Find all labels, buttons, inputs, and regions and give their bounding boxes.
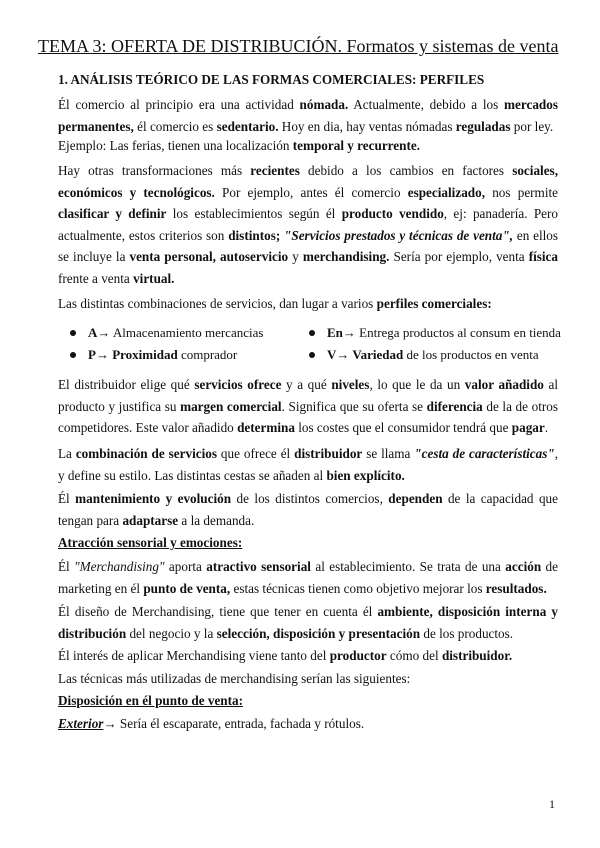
paragraph-3: Hay otras transformaciones más recientes debido a los cambios en factores sociales, económicos y tecnológicos. Por ejemplo, antes él comercio especializado, nos permite clasificar y definir los establecimientos según él producto vendido, ej: panadería. Pero actualmente, estos criterios son distintos; "Servicios prestados y técnicas de venta", en ellos se incluye la venta personal, autoservicio y merchandising. Sería por ejemplo, venta física frente a venta virtual. bbox=[58, 163, 559, 286]
paragraph-11: Las técnicas más utilizadas de merchandising serían las siguientes: bbox=[58, 671, 411, 686]
bullet-item: A→ Almacenamiento mercancias bbox=[70, 325, 263, 341]
subheading-disposicion: Disposición en él punto de venta: bbox=[58, 693, 244, 708]
bullet-item: V→ Variedad de los productos en venta bbox=[309, 347, 539, 363]
paragraph-2: Ejemplo: Las ferias, tienen una localización temporal y recurrente. bbox=[58, 138, 421, 153]
paragraph-5: El distribuidor elige qué servicios ofrece y a qué niveles, lo que le da un valor añadido al producto y justifica su margen comercial. Significa que su oferta se diferencia de la de otros competidores. Este valor añadido determina los costes que el consumidor tendrá que pagar. bbox=[58, 377, 559, 436]
paragraph-8: Él "Merchandising" aporta atractivo sensorial al establecimiento. Se trata de una acción de marketing en él punto de venta, estas técnicas tienen como objetivo mejorar los resultados. bbox=[58, 559, 558, 596]
paragraph-4: Las distintas combinaciones de servicios, dan lugar a varios perfiles comerciales: bbox=[58, 296, 492, 311]
bullet-item: En→ Entrega productos al consum en tienda bbox=[309, 325, 561, 341]
bullet-dot bbox=[309, 352, 315, 358]
paragraph-6: La combinación de servicios que ofrece él distribuidor se llama "cesta de características", y define su estilo. Las distintas cestas se añaden al bien explícito. bbox=[58, 446, 558, 483]
section-heading: 1. ANÁLISIS TEÓRICO DE LAS FORMAS COMERCIALES: PERFILES bbox=[58, 72, 485, 87]
paragraph-9: Él diseño de Merchandising, tiene que tener en cuenta él ambiente, disposición interna y distribución del negocio y la selección, disposición y presentación de los productos. bbox=[58, 604, 558, 641]
bullet-dot bbox=[309, 330, 315, 336]
paragraph-12: Exterior→ Sería él escaparate, entrada, fachada y rótulos. bbox=[58, 716, 365, 731]
paragraph-7: Él mantenimiento y evolución de los distintos comercios, dependen de la capacidad que tengan para adaptarse a la demanda. bbox=[58, 491, 558, 528]
subheading-atraccion: Atracción sensorial y emociones: bbox=[58, 535, 243, 550]
page-title: TEMA 3: OFERTA DE DISTRIBUCIÓN. Formatos y sistemas de venta bbox=[38, 36, 559, 56]
bullet-dot bbox=[70, 352, 76, 358]
bullet-item: P→ Proximidad comprador bbox=[70, 347, 237, 363]
paragraph-10: Él interés de aplicar Merchandising viene tanto del productor cómo del distribuidor. bbox=[58, 648, 513, 663]
bullet-dot bbox=[70, 330, 76, 336]
paragraph-1: Él comercio al principio era una actividad nómada. Actualmente, debido a los mercados permanentes, él comercio es sedentario. Hoy en dia, hay ventas nómadas reguladas por ley. bbox=[58, 97, 558, 134]
page-number: 1 bbox=[549, 797, 555, 811]
